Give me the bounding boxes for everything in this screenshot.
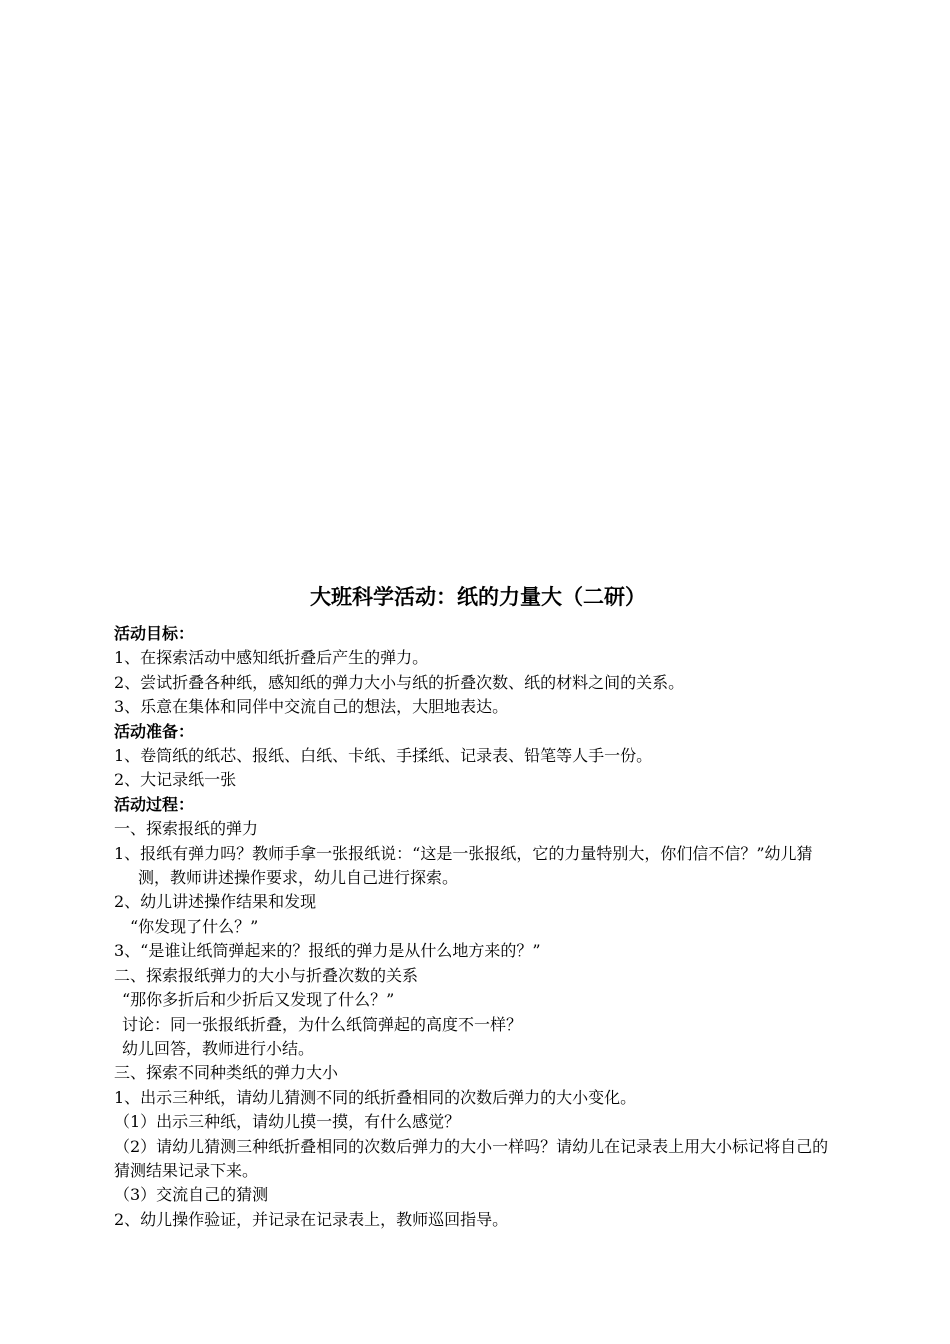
process-step: 3、“是谁让纸筒弹起来的？报纸的弹力是从什么地方来的？” xyxy=(114,941,541,961)
process-substep: （1）出示三种纸，请幼儿摸一摸，有什么感觉？ xyxy=(114,1112,461,1132)
prep-item: 2、大记录纸一张 xyxy=(114,770,237,790)
document-body xyxy=(114,582,842,1232)
process-step: 1、报纸有弹力吗？教师手拿一张报纸说：“这是一张报纸，它的力量特别大，你们信不信？”幼儿猜测，教师讲述操作要求，幼儿自己进行探索。 xyxy=(114,843,813,888)
process-step: 一、探索报纸的弹力 xyxy=(114,819,259,839)
process-discussion: 讨论：同一张报纸折叠，为什么纸筒弹起的高度不一样？ xyxy=(122,1014,523,1034)
process-step: 三、探索不同种类纸的弹力大小 xyxy=(114,1063,339,1083)
process-substep: （3）交流自己的猜测 xyxy=(114,1185,269,1205)
process-step: 二、探索报纸弹力的大小与折叠次数的关系 xyxy=(114,965,419,985)
process-quote: “你发现了什么？” xyxy=(130,916,259,936)
goal-item: 2、尝试折叠各种纸，感知纸的弹力大小与纸的折叠次数、纸的材料之间的关系。 xyxy=(114,672,685,692)
process-step: 2、幼儿操作验证，并记录在记录表上，教师巡回指导。 xyxy=(114,1209,509,1229)
goal-item: 3、乐意在集体和同伴中交流自己的想法，大胆地表达。 xyxy=(114,697,509,717)
process-heading: 活动过程： xyxy=(114,794,195,814)
process-quote: “那你多折后和少折后又发现了什么？” xyxy=(122,990,395,1010)
process-substep: （2）请幼儿猜测三种纸折叠相同的次数后弹力的大小一样吗？请幼儿在记录表上用大小标记将自己的猜测结果记录下来。 xyxy=(114,1136,829,1180)
prep-heading: 活动准备： xyxy=(114,721,195,741)
goals-heading: 活动目标： xyxy=(114,624,195,643)
process-note: 幼儿回答，教师进行小结。 xyxy=(122,1038,315,1058)
goal-item: 1、在探索活动中感知纸折叠后产生的弹力。 xyxy=(114,648,429,668)
process-step: 2、幼儿讲述操作结果和发现 xyxy=(114,892,317,912)
document-title: 大班科学活动：纸的力量大（二研） xyxy=(310,585,646,609)
process-step: 1、出示三种纸，请幼儿猜测不同的纸折叠相同的次数后弹力的大小变化。 xyxy=(114,1087,637,1107)
prep-item: 1、卷筒纸的纸芯、报纸、白纸、卡纸、手揉纸、记录表、铅笔等人手一份。 xyxy=(114,746,653,766)
